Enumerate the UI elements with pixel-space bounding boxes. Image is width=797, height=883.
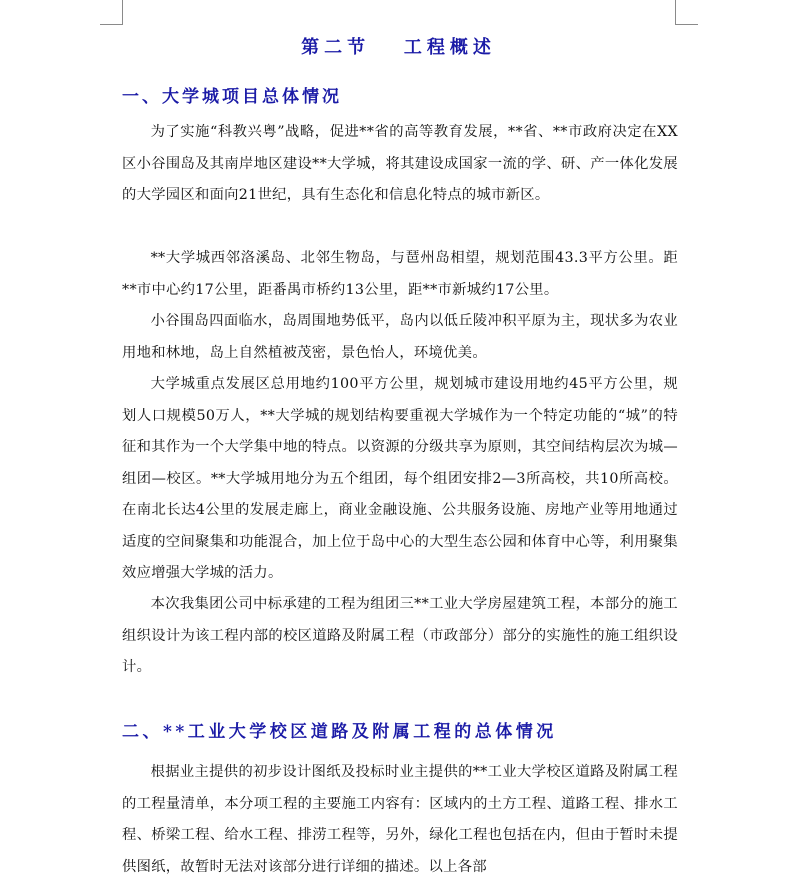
paragraph-contract-scope: 本次我集团公司中标承建的工程为组团三**工业大学房屋建筑工程，本部分的施工组织设计为该工程内部的校区道路及附属工程（市政部分）部分的实施性的施工组织设计。 bbox=[122, 596, 678, 675]
heading-road-works: 二、**工业大学校区道路及附属工程的总体情况 bbox=[122, 722, 557, 742]
paragraph-planning: 大学城重点发展区总用地约100平方公里，规划城市建设用地约45平方公里，规划人口规模50万人，**大学城的规划结构要重视大学城作为一个特定功能的“城”的特征和其作为一个大学集中地的特点。以资源的分级共享为原则，其空间结构层次为城—组团—校区。**大学城用地分为五个组团，每个组团安排2—3所高校，共10所高校。在南北长达4公里的发展走廊上，商业金融设施、公共服务设施、房地产业等用地通过适度的空间聚集和功能混合，加上位于岛中心的大型生态公园和体育中心等，利用聚集效应增强大学城的活力。 bbox=[122, 376, 678, 581]
paragraph-location: **大学城西邻洛溪岛、北邻生物岛，与琶州岛相望，规划范围43.3平方公里。距**市中心约17公里，距番禺市桥约13公里，距**市新城约17公里。 bbox=[122, 250, 678, 298]
section-title: 第二节 工程概述 bbox=[301, 37, 496, 58]
paragraph-strategy: 为了实施“科教兴粤”战略，促进**省的高等教育发展，**省、**市政府决定在XX区小谷围岛及其南岸地区建设**大学城，将其建设成国家一流的学、研、产一体化发展的大学园区和面向21世纪，具有生态化和信息化特点的城市新区。 bbox=[122, 124, 678, 203]
crop-mark-top-right bbox=[675, 0, 698, 25]
crop-mark-top-left bbox=[100, 0, 123, 25]
paragraph-island-terrain: 小谷围岛四面临水，岛周围地势低平，岛内以低丘陵冲积平原为主，现状多为农业用地和林地，岛上自然植被茂密，景色怡人，环境优美。 bbox=[122, 313, 678, 361]
paragraph-construction-content: 根据业主提供的初步设计图纸及投标时业主提供的**工业大学校区道路及附属工程的工程量清单，本分项工程的主要施工内容有：区域内的土方工程、道路工程、排水工程、桥梁工程、给水工程、排涝工程等，另外，绿化工程也包括在内，但由于暂时未提供图纸，故暂时无法对该部分进行详细的描述。以上各部 bbox=[122, 764, 678, 875]
heading-project-overview: 一、大学城项目总体情况 bbox=[122, 87, 342, 107]
